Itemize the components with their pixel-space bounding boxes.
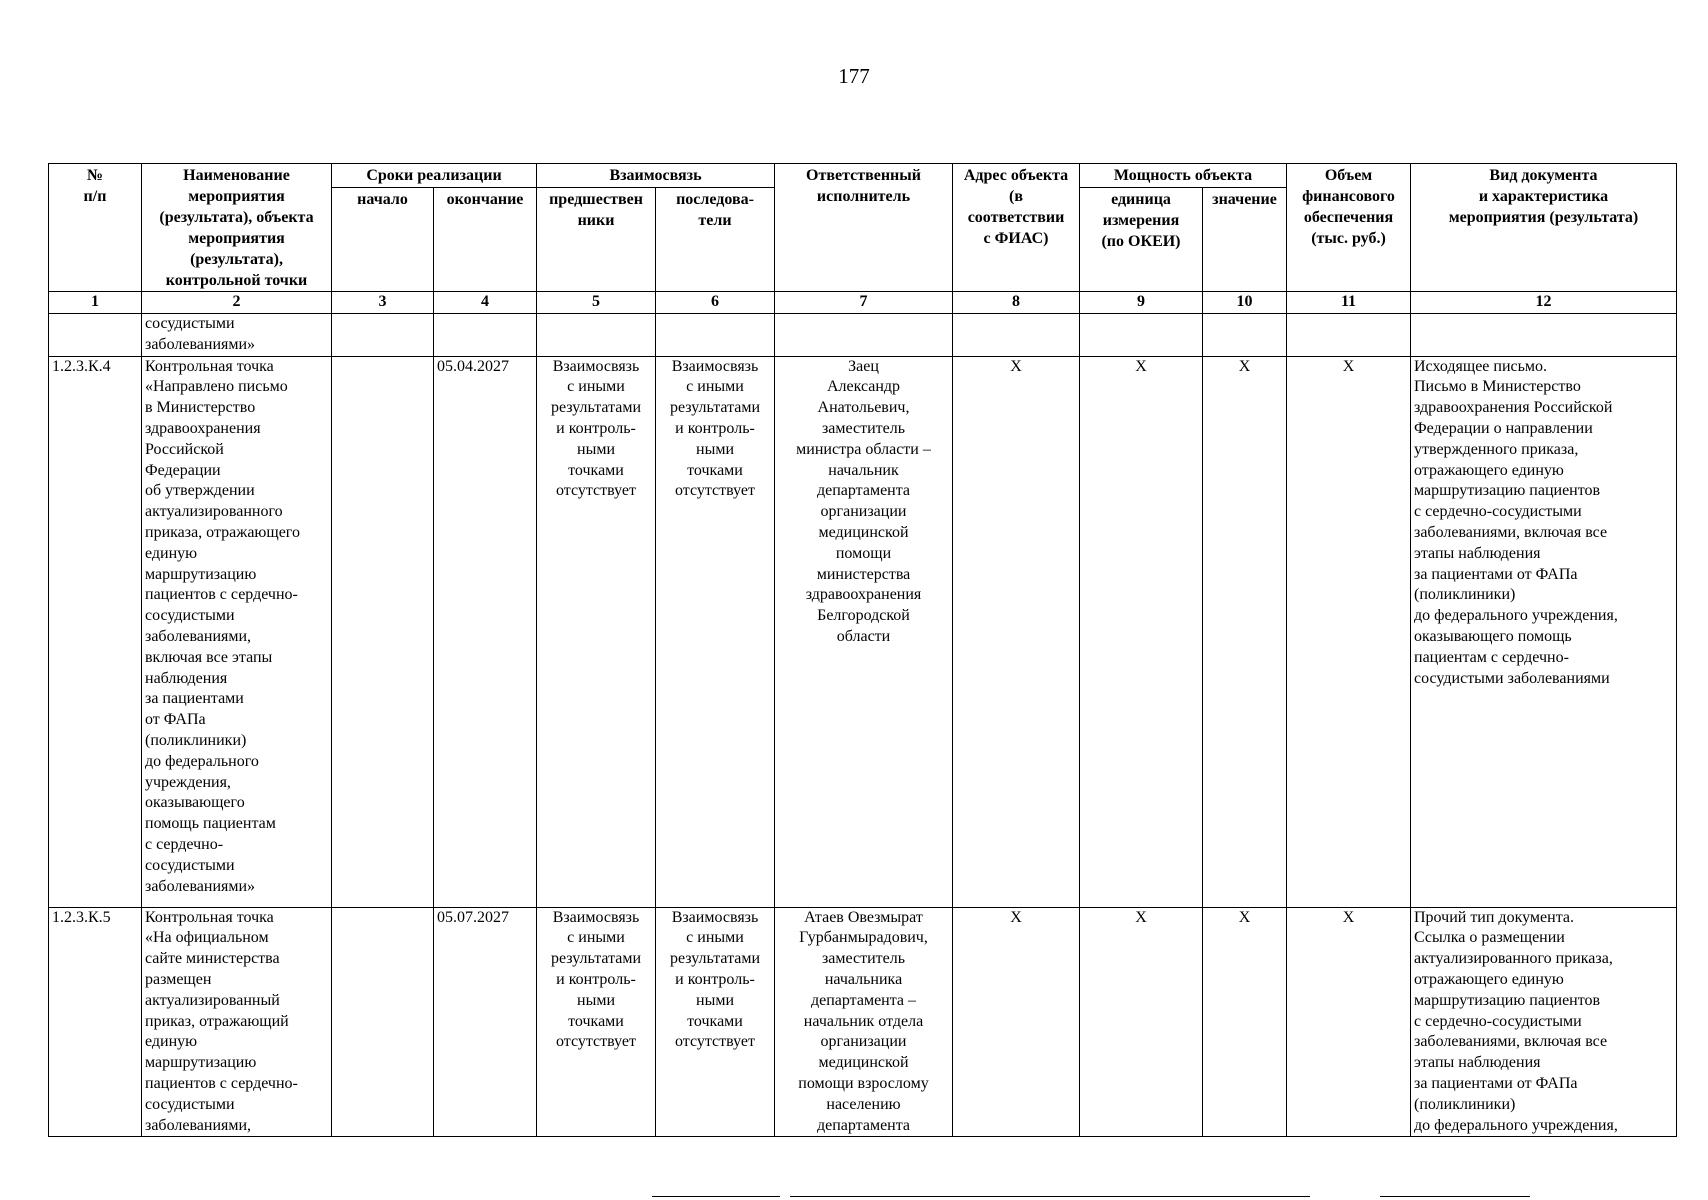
cell-finance: Х xyxy=(1287,907,1411,1137)
header-end: окончание xyxy=(434,188,537,292)
cell-doc-type: Исходящее письмо. Письмо в Министерство здравоохранения Российской Федерации о направлении утвержденного приказа, отражающего единую маршрутизацию пациентов с сердечно-сосудистыми заболеваниями, включая все этапы наблюдения за пациентами от ФАПа (поликлиники) до федерального учреждения, оказывающего помощь пациентам с сердечно- сосудистыми заболеваниями xyxy=(1411,356,1677,907)
header-predecessors: предшествен ники xyxy=(537,188,656,292)
cell-predecessors: Взаимосвязь с иными результатами и контроль- ными точками отсутствует xyxy=(537,907,656,1137)
cell-value: Х xyxy=(1203,907,1287,1137)
column-number: 9 xyxy=(1080,292,1203,314)
cell-doc-type: Прочий тип документа. Ссылка о размещении актуализированного приказа, отражающего единую маршрутизацию пациентов с сердечно-сосудистыми заболеваниями, включая все этапы наблюдения за пациентами от ФАПа (поликлиники) до федерального учреждения, xyxy=(1411,907,1677,1137)
column-number: 7 xyxy=(775,292,953,314)
cell-num xyxy=(49,314,142,357)
divider xyxy=(1380,1196,1530,1197)
cell-address: Х xyxy=(953,356,1080,907)
table-row xyxy=(49,907,1677,1137)
cell-responsible xyxy=(775,314,953,357)
column-number: 12 xyxy=(1411,292,1677,314)
header-start: начало xyxy=(332,188,434,292)
cell-value xyxy=(1203,314,1287,357)
cell-predecessors xyxy=(537,314,656,357)
header-unit: единица измерения (по ОКЕИ) xyxy=(1080,188,1203,292)
cell-end: 05.07.2027 xyxy=(434,907,537,1137)
cell-start xyxy=(332,356,434,907)
header-value: значение xyxy=(1203,188,1287,292)
column-number: 8 xyxy=(953,292,1080,314)
column-number: 4 xyxy=(434,292,537,314)
cell-successors: Взаимосвязь с иными результатами и контроль- ными точками отсутствует xyxy=(656,907,775,1137)
cell-end: 05.04.2027 xyxy=(434,356,537,907)
column-number: 6 xyxy=(656,292,775,314)
header-capacity: Мощность объекта xyxy=(1080,164,1287,188)
cell-value: Х xyxy=(1203,356,1287,907)
cell-unit: Х xyxy=(1080,907,1203,1137)
cell-successors xyxy=(656,314,775,357)
cell-unit: Х xyxy=(1080,356,1203,907)
cell-name: Контрольная точка «На официальном сайте министерства размещен актуализированный приказ, отражающий единую маршрутизацию пациентов с сердечно- сосудистыми заболеваниями, xyxy=(142,907,332,1137)
cell-name: Контрольная точка «Направлено письмо в Министерство здравоохранения Российской Федерации об утверждении актуализированного приказа, отражающего единую маршрутизацию пациентов с сердечно- сосудистыми заболеваниями, включая все этапы наблюдения за пациентами от ФАПа (поликлиники) до федерального учреждения, оказывающего помощь пациентам с сердечно- сосудистыми заболеваниями» xyxy=(142,356,332,907)
cell-responsible: Атаев Овезмырат Гурбанмырадович, заместитель начальника департамента – начальник отдела организации медицинской помощи взрослому населению департамента xyxy=(775,907,953,1137)
footer-scan-lines xyxy=(0,1196,1708,1200)
page-number: 177 xyxy=(838,64,870,88)
cell-num: 1.2.3.К.5 xyxy=(49,907,142,1137)
header-responsible: Ответственный исполнитель xyxy=(775,164,953,292)
column-number: 2 xyxy=(142,292,332,314)
divider xyxy=(652,1196,780,1197)
cell-responsible: Заец Александр Анатольевич, заместитель министра области – начальник департамента организации медицинской помощи министерства здравоохранения Белгородской области xyxy=(775,356,953,907)
cell-start xyxy=(332,314,434,357)
cell-address xyxy=(953,314,1080,357)
header-doc-type: Вид документа и характеристика мероприятия (результата) xyxy=(1411,164,1677,292)
header-successors: последова- тели xyxy=(656,188,775,292)
table-row xyxy=(49,356,1677,907)
header-row-top xyxy=(49,164,1677,188)
continuation-row xyxy=(49,314,1677,357)
cell-predecessors: Взаимосвязь с иными результатами и контроль- ными точками отсутствует xyxy=(537,356,656,907)
column-number: 11 xyxy=(1287,292,1411,314)
header-finance: Объем финансового обеспечения (тыс. руб.) xyxy=(1287,164,1411,292)
column-number: 5 xyxy=(537,292,656,314)
column-number: 3 xyxy=(332,292,434,314)
cell-doc-type xyxy=(1411,314,1677,357)
cell-end xyxy=(434,314,537,357)
header-period: Сроки реализации xyxy=(332,164,537,188)
header-name: Наименование мероприятия (результата), объекта мероприятия (результата), контрольной точки xyxy=(142,164,332,292)
cell-num: 1.2.3.К.4 xyxy=(49,356,142,907)
cell-finance: Х xyxy=(1287,356,1411,907)
cell-finance xyxy=(1287,314,1411,357)
column-number: 1 xyxy=(49,292,142,314)
implementation-plan-table xyxy=(48,163,1677,1137)
header-num: № п/п xyxy=(49,164,142,292)
cell-successors: Взаимосвязь с иными результатами и контроль- ными точками отсутствует xyxy=(656,356,775,907)
header-address: Адрес объекта (в соответствии с ФИАС) xyxy=(953,164,1080,292)
cell-address: Х xyxy=(953,907,1080,1137)
cell-name: сосудистыми заболеваниями» xyxy=(142,314,332,357)
column-number: 10 xyxy=(1203,292,1287,314)
header-relation: Взаимосвязь xyxy=(537,164,775,188)
cell-start xyxy=(332,907,434,1137)
divider xyxy=(790,1196,1310,1197)
cell-unit xyxy=(1080,314,1203,357)
column-number-row xyxy=(49,292,1677,314)
